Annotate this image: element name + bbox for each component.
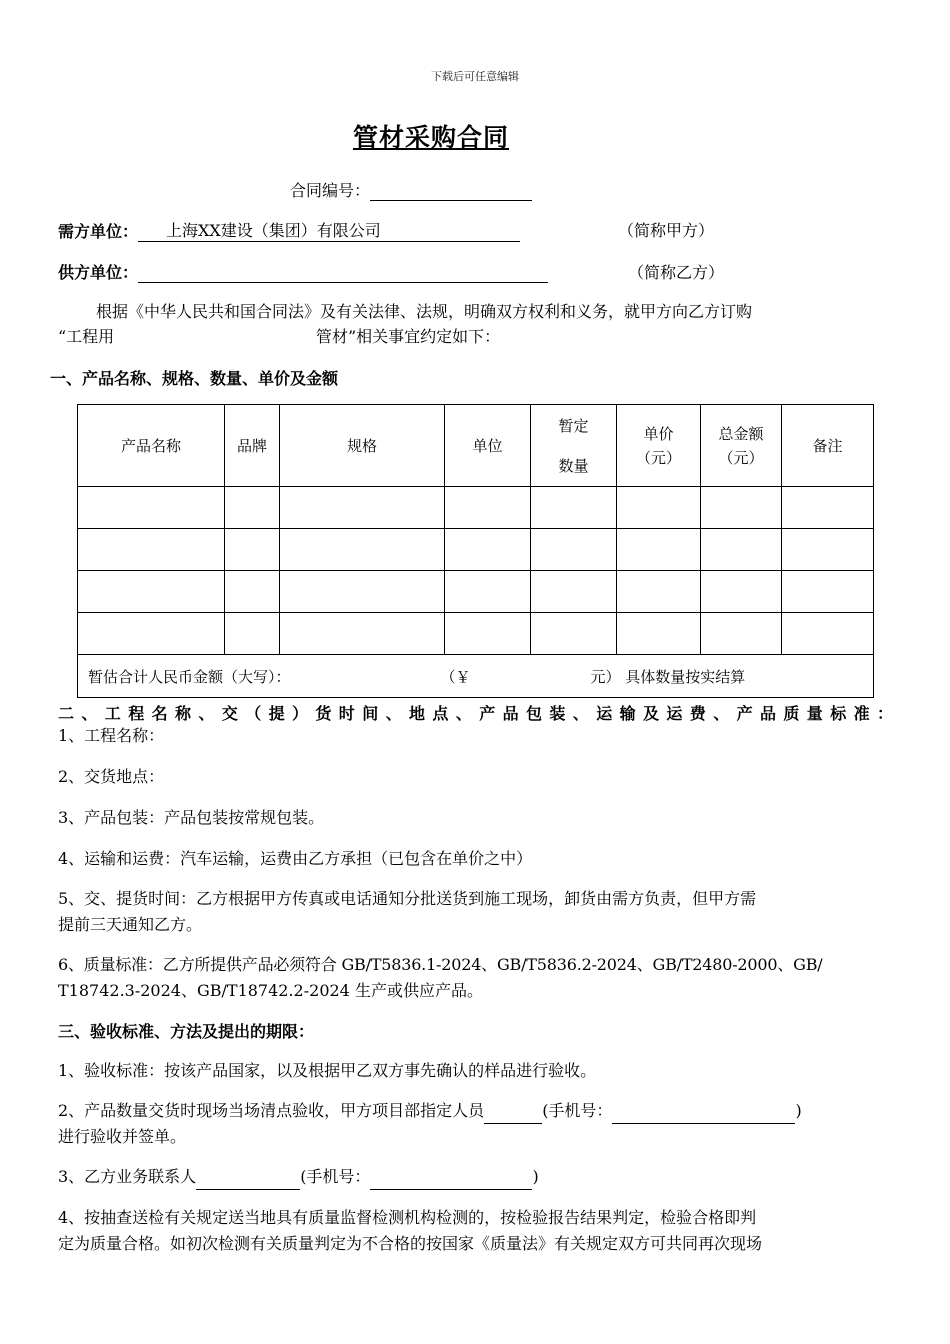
total-suffix: 元） 具体数量按实结算 [590, 667, 746, 686]
section-3-heading: 三、验收标准、方法及提出的期限： [58, 1022, 315, 1041]
contract-number-blank [370, 182, 532, 201]
contact-person-blank [196, 1171, 300, 1190]
buyer-short: （简称甲方） [618, 221, 715, 240]
s2-item-3: 3、产品包装：产品包装按常规包装。 [58, 808, 325, 827]
s2-item-1: 1、工程名称： [58, 726, 165, 745]
buyer-value: 上海XX建设（集团）有限公司 [166, 221, 381, 240]
table-row [78, 529, 874, 571]
designated-person-blank [484, 1105, 542, 1124]
s2-item-6-line-2: T18742.3-2024、GB/T18742.2-2024 生产或供应产品。 [58, 981, 483, 1000]
s3-item-4-line-2: 定为质量合格。如初次检测有关质量判定为不合格的按国家《质量法》有关规定双方可共同再次现场 [58, 1234, 763, 1253]
s3-item-4-line-1: 4、按抽查送检有关规定送当地具有质量监督检测机构检测的，按检验报告结果判定，检验合格即判 [58, 1208, 757, 1227]
col-unit-price: 单价 （元） [617, 405, 701, 487]
col-remarks: 备注 [782, 405, 874, 487]
col-product-name: 产品名称 [78, 405, 225, 487]
s3-item-2-line-2: 进行验收并签单。 [58, 1127, 187, 1146]
buyer-label: 需方单位： [58, 222, 139, 241]
s2-item-4: 4、运输和运费：汽车运输，运费由乙方承担（已包含在单价之中） [58, 849, 533, 868]
product-table [77, 404, 874, 698]
table-total-row [78, 655, 874, 698]
s2-item-2: 2、交货地点： [58, 767, 165, 786]
section-2-heading: 二、工程名称、交（提）货时间、地点、产品包装、运输及运费、产品质量标准： [58, 704, 901, 723]
intro-line-2a: “工程用 [58, 327, 115, 346]
header-note: 下载后可任意编辑 [431, 70, 519, 83]
table-row [78, 613, 874, 655]
contract-number-field [290, 178, 532, 201]
contact-phone-blank [370, 1171, 532, 1190]
section-1-heading: 一、产品名称、规格、数量、单价及金额 [50, 369, 339, 388]
seller-short: （简称乙方） [628, 263, 725, 282]
seller-row [58, 260, 548, 283]
s2-item-6-line-1: 6、质量标准：乙方所提供产品必须符合 GB/T5836.1-2024、GB/T5836.2-2024、GB/T2480-2000、GB/ [58, 955, 823, 974]
total-label: 暂估合计人民币金额（大写）： [88, 667, 291, 686]
s3-item-1: 1、验收标准：按该产品国家，以及根据甲乙双方事先确认的样品进行验收。 [58, 1061, 597, 1080]
intro-line-1: 根据《中华人民共和国合同法》及有关法律、法规，明确双方权利和义务，就甲方向乙方订购 [96, 302, 753, 321]
s2-item-5-line-2: 提前三天通知乙方。 [58, 915, 203, 934]
contract-number-label: 合同编号： [290, 181, 371, 200]
table-row [78, 571, 874, 613]
total-currency: （￥ [440, 667, 471, 686]
col-brand: 品牌 [225, 405, 280, 487]
col-quantity: 暂定 数量 [531, 405, 617, 487]
s3-item-3: 3、乙方业务联系人 (手机号： ) [58, 1164, 539, 1190]
intro-line-2b: 管材”相关事宜约定如下： [316, 327, 501, 346]
buyer-value-line [138, 218, 520, 242]
total-cell [78, 655, 874, 698]
seller-value-line [138, 264, 548, 283]
s2-item-5-line-1: 5、交、提货时间：乙方根据甲方传真或电话通知分批送货到施工现场，卸货由需方负责，但甲方需 [58, 889, 757, 908]
buyer-row [58, 218, 520, 242]
contract-title: 管材采购合同 [352, 123, 509, 152]
col-spec: 规格 [280, 405, 445, 487]
table-row [78, 487, 874, 529]
col-total-amount: 总金额 （元） [701, 405, 782, 487]
table-header-row [78, 405, 874, 487]
seller-label: 供方单位： [58, 263, 139, 282]
col-unit: 单位 [445, 405, 531, 487]
s3-item-2-line-1: 2、产品数量交货时现场当场清点验收，甲方项目部指定人员 (手机号： ) [58, 1098, 802, 1124]
phone-blank [612, 1105, 795, 1124]
